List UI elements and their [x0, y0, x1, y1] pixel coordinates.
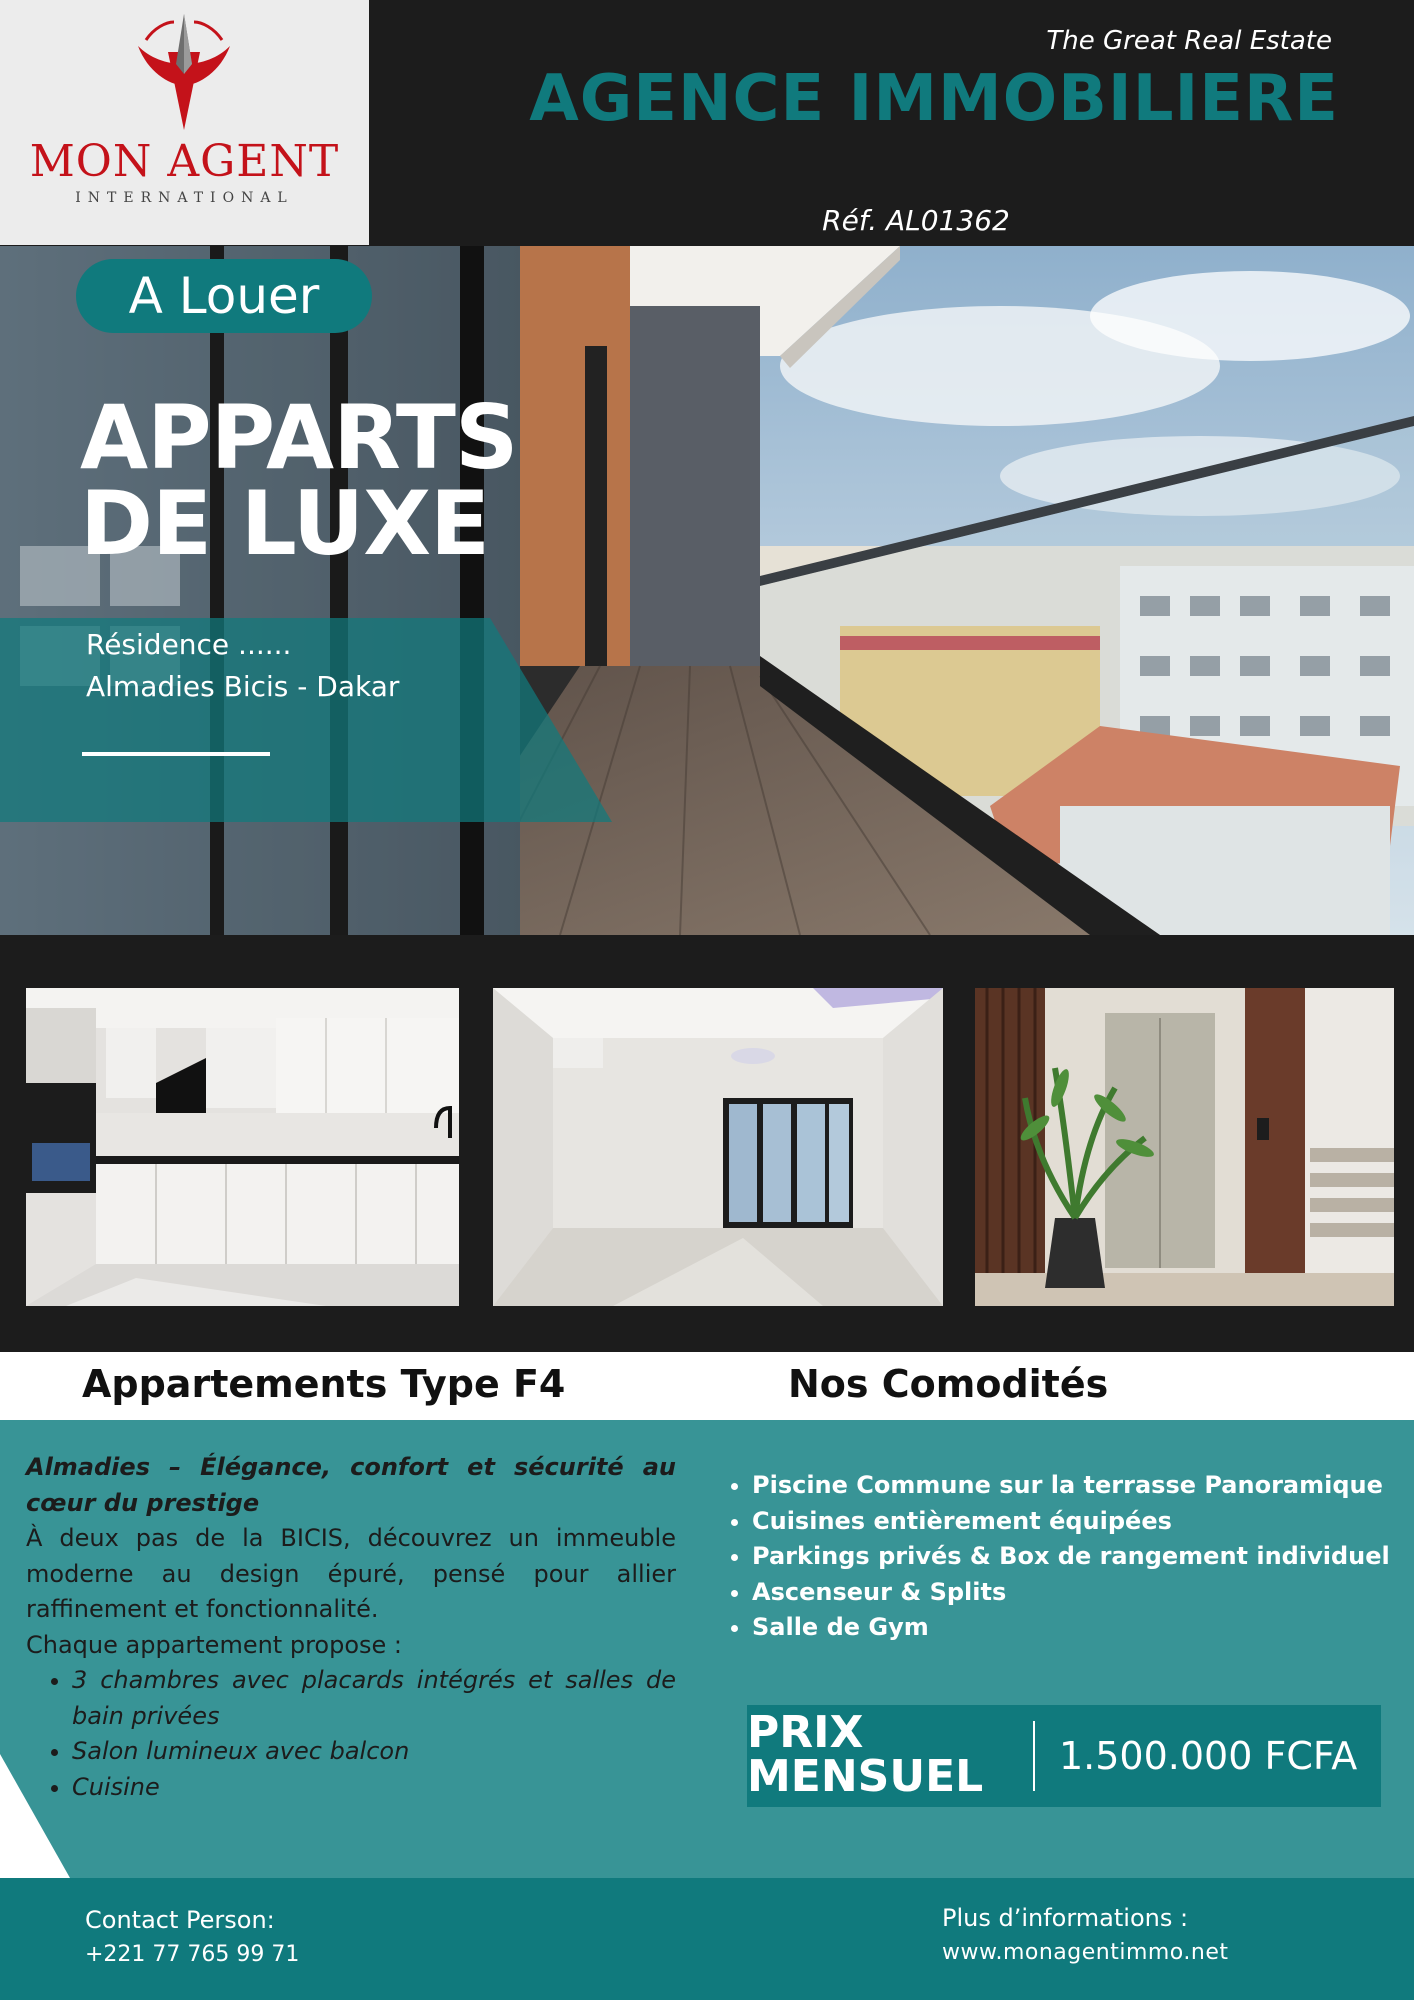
- footer: [0, 1878, 1414, 2000]
- hero-divider: [82, 752, 270, 756]
- logo-subtitle: INTERNATIONAL: [75, 190, 294, 206]
- list-item: • Cuisine: [72, 1770, 676, 1806]
- headline-line1: APPARTS: [80, 386, 518, 489]
- location: Almadies Bicis - Dakar: [86, 670, 400, 703]
- hero-balcony-photo: [0, 246, 1414, 935]
- list-item: • Parkings privés & Box de rangement individuel: [752, 1539, 1390, 1575]
- amenities-list: [720, 1468, 1390, 1646]
- for-rent-label: A Louer: [128, 267, 320, 325]
- contact-phone[interactable]: +221 77 765 99 71: [85, 1942, 300, 1967]
- residence-name: Résidence ......: [86, 628, 292, 661]
- logo-name: MON AGENT: [29, 136, 340, 187]
- contact-label: Contact Person:: [85, 1906, 275, 1934]
- price-box: [747, 1705, 1381, 1807]
- logo-emblem-icon: [128, 12, 240, 132]
- reference-number: Réf. AL01362: [822, 204, 1010, 237]
- info-label: Plus d’informations :: [942, 1904, 1189, 1932]
- agency-title: AGENCE IMMOBILIERE: [529, 62, 1339, 136]
- price-divider: [1033, 1721, 1035, 1791]
- lobby-photo: [975, 988, 1394, 1306]
- headline-line2: DE LUXE: [80, 472, 490, 575]
- for-rent-badge: [76, 259, 372, 333]
- list-item: • Salle de Gym: [752, 1610, 1390, 1646]
- feature-list: [26, 1663, 676, 1805]
- list-item: • Salon lumineux avec balcon: [72, 1734, 676, 1770]
- apartment-type-heading: Appartements Type F4: [82, 1362, 566, 1406]
- hero-section: [0, 246, 1414, 935]
- list-item: • 3 chambres avec placards intégrés et salles de bain privées: [72, 1663, 676, 1734]
- list-item: • Piscine Commune sur la terrasse Panoramique: [752, 1468, 1390, 1504]
- description-body: À deux pas de la BICIS, découvrez un immeuble moderne au design épuré, pensé pour allier raffinement et fonctionnalité.: [26, 1524, 676, 1623]
- description-block: [26, 1450, 676, 1805]
- list-item: • Cuisines entièrement équipées: [752, 1504, 1390, 1540]
- description-title: Almadies – Élégance, confort et sécurité au cœur du prestige: [26, 1453, 676, 1517]
- amenities-heading: Nos Comodités: [788, 1362, 1109, 1406]
- tagline: The Great Real Estate: [1046, 26, 1332, 56]
- price-value: 1.500.000 FCFA: [1059, 1734, 1358, 1778]
- info-section: [0, 1420, 1414, 1878]
- logo: [0, 0, 369, 245]
- description-intro: Chaque appartement propose :: [26, 1630, 402, 1659]
- list-item: • Ascenseur & Splits: [752, 1575, 1390, 1611]
- website-link[interactable]: www.monagentimmo.net: [942, 1940, 1229, 1965]
- kitchen-photo: [26, 988, 459, 1306]
- price-label-line1: PRIX: [747, 1707, 864, 1758]
- price-label-line2: MENSUEL: [747, 1751, 984, 1802]
- living-room-photo: [493, 988, 943, 1306]
